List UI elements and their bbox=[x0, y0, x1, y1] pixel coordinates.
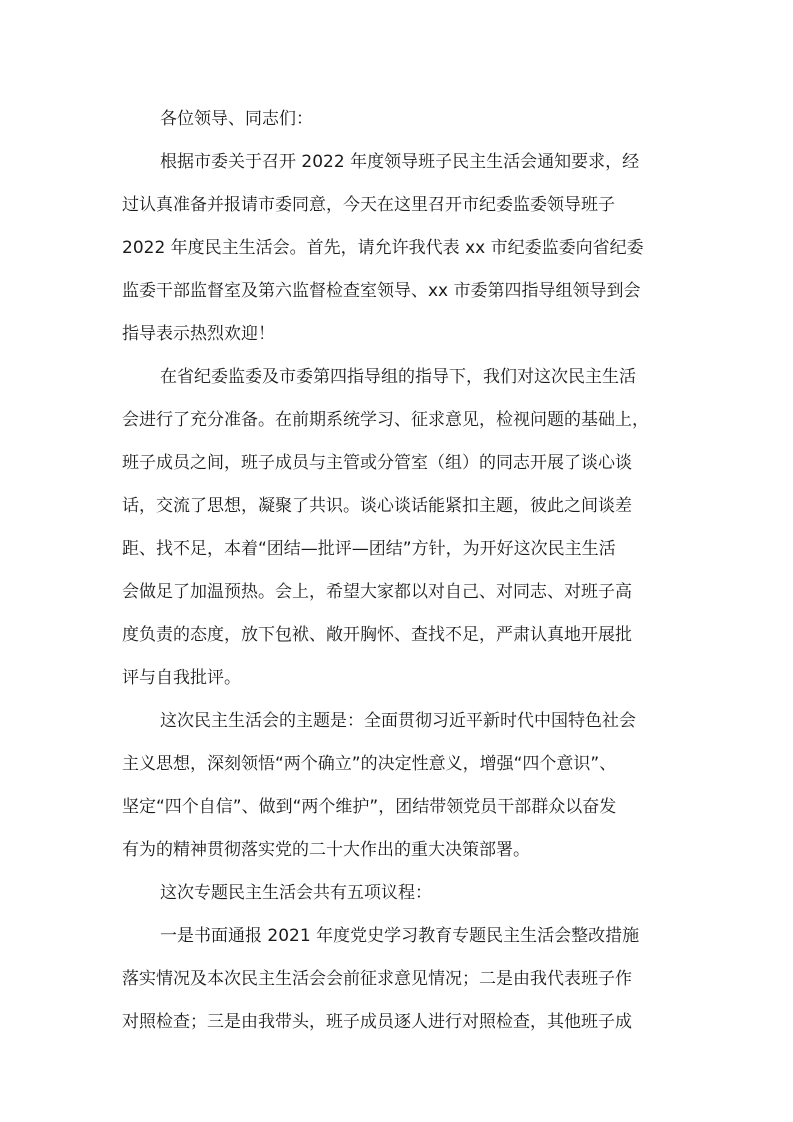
paragraph-1-line-2: 过认真准备并报请市委同意，今天在这里召开市纪委监委领导班子 bbox=[122, 195, 615, 215]
paragraph-2-line-3: 班子成员之间，班子成员与主管或分管室（组）的同志开展了谈心谈 bbox=[122, 453, 632, 473]
paragraph-1-line-4: 监委干部监督室及第六监督检查室领导、xx 市委第四指导组领导到会 bbox=[122, 281, 641, 301]
paragraph-1-line-1: 根据市委关于召开 2022 年度领导班子民主生活会通知要求，经 bbox=[160, 152, 640, 172]
paragraph-2-line-5: 距、找不足，本着“团结—批评—团结”方针，为开好这次民主生活 bbox=[122, 539, 616, 559]
paragraph-5-line-2: 落实情况及本次民主生活会会前征求意见情况；二是由我代表班子作 bbox=[122, 969, 632, 989]
paragraph-2-line-8: 评与自我批评。 bbox=[122, 668, 241, 688]
paragraph-2-line-6: 会做足了加温预热。会上，希望大家都以对自己、对同志、对班子高 bbox=[122, 582, 632, 602]
paragraph-5-line-3: 对照检查；三是由我带头，班子成员逐人进行对照检查，其他班子成 bbox=[122, 1012, 632, 1032]
paragraph-3-line-2: 主义思想，深刻领悟“两个确立”的决定性意义，增强“四个意识”、 bbox=[122, 754, 617, 774]
paragraph-2-line-7: 度负责的态度，放下包袱、敞开胸怀、查找不足，严肃认真地开展批 bbox=[122, 625, 632, 645]
salutation: 各位领导、同志们： bbox=[160, 109, 313, 129]
paragraph-2-line-1: 在省纪委监委及市委第四指导组的指导下，我们对这次民主生活 bbox=[160, 367, 636, 387]
paragraph-1-line-3: 2022 年度民主生活会。首先，请允许我代表 xx 市纪委监委向省纪委 bbox=[122, 238, 644, 258]
paragraph-4-line-1: 这次专题民主生活会共有五项议程： bbox=[160, 883, 432, 903]
paragraph-5-line-1: 一是书面通报 2021 年度党史学习教育专题民主生活会整改措施 bbox=[160, 926, 640, 946]
paragraph-2-line-4: 话，交流了思想，凝聚了共识。谈心谈话能紧扣主题，彼此之间谈差 bbox=[122, 496, 632, 516]
paragraph-3-line-3: 坚定“四个自信”、做到“两个维护”，团结带领党员干部群众以奋发 bbox=[122, 797, 617, 817]
paragraph-1-line-5: 指导表示热烈欢迎！ bbox=[122, 324, 275, 344]
paragraph-3-line-4: 有为的精神贯彻落实党的二十大作出的重大决策部署。 bbox=[122, 840, 530, 860]
paragraph-3-line-1: 这次民主生活会的主题是：全面贯彻习近平新时代中国特色社会 bbox=[160, 711, 636, 731]
paragraph-2-line-2: 会进行了充分准备。在前期系统学习、征求意见，检视问题的基础上， bbox=[122, 410, 649, 430]
